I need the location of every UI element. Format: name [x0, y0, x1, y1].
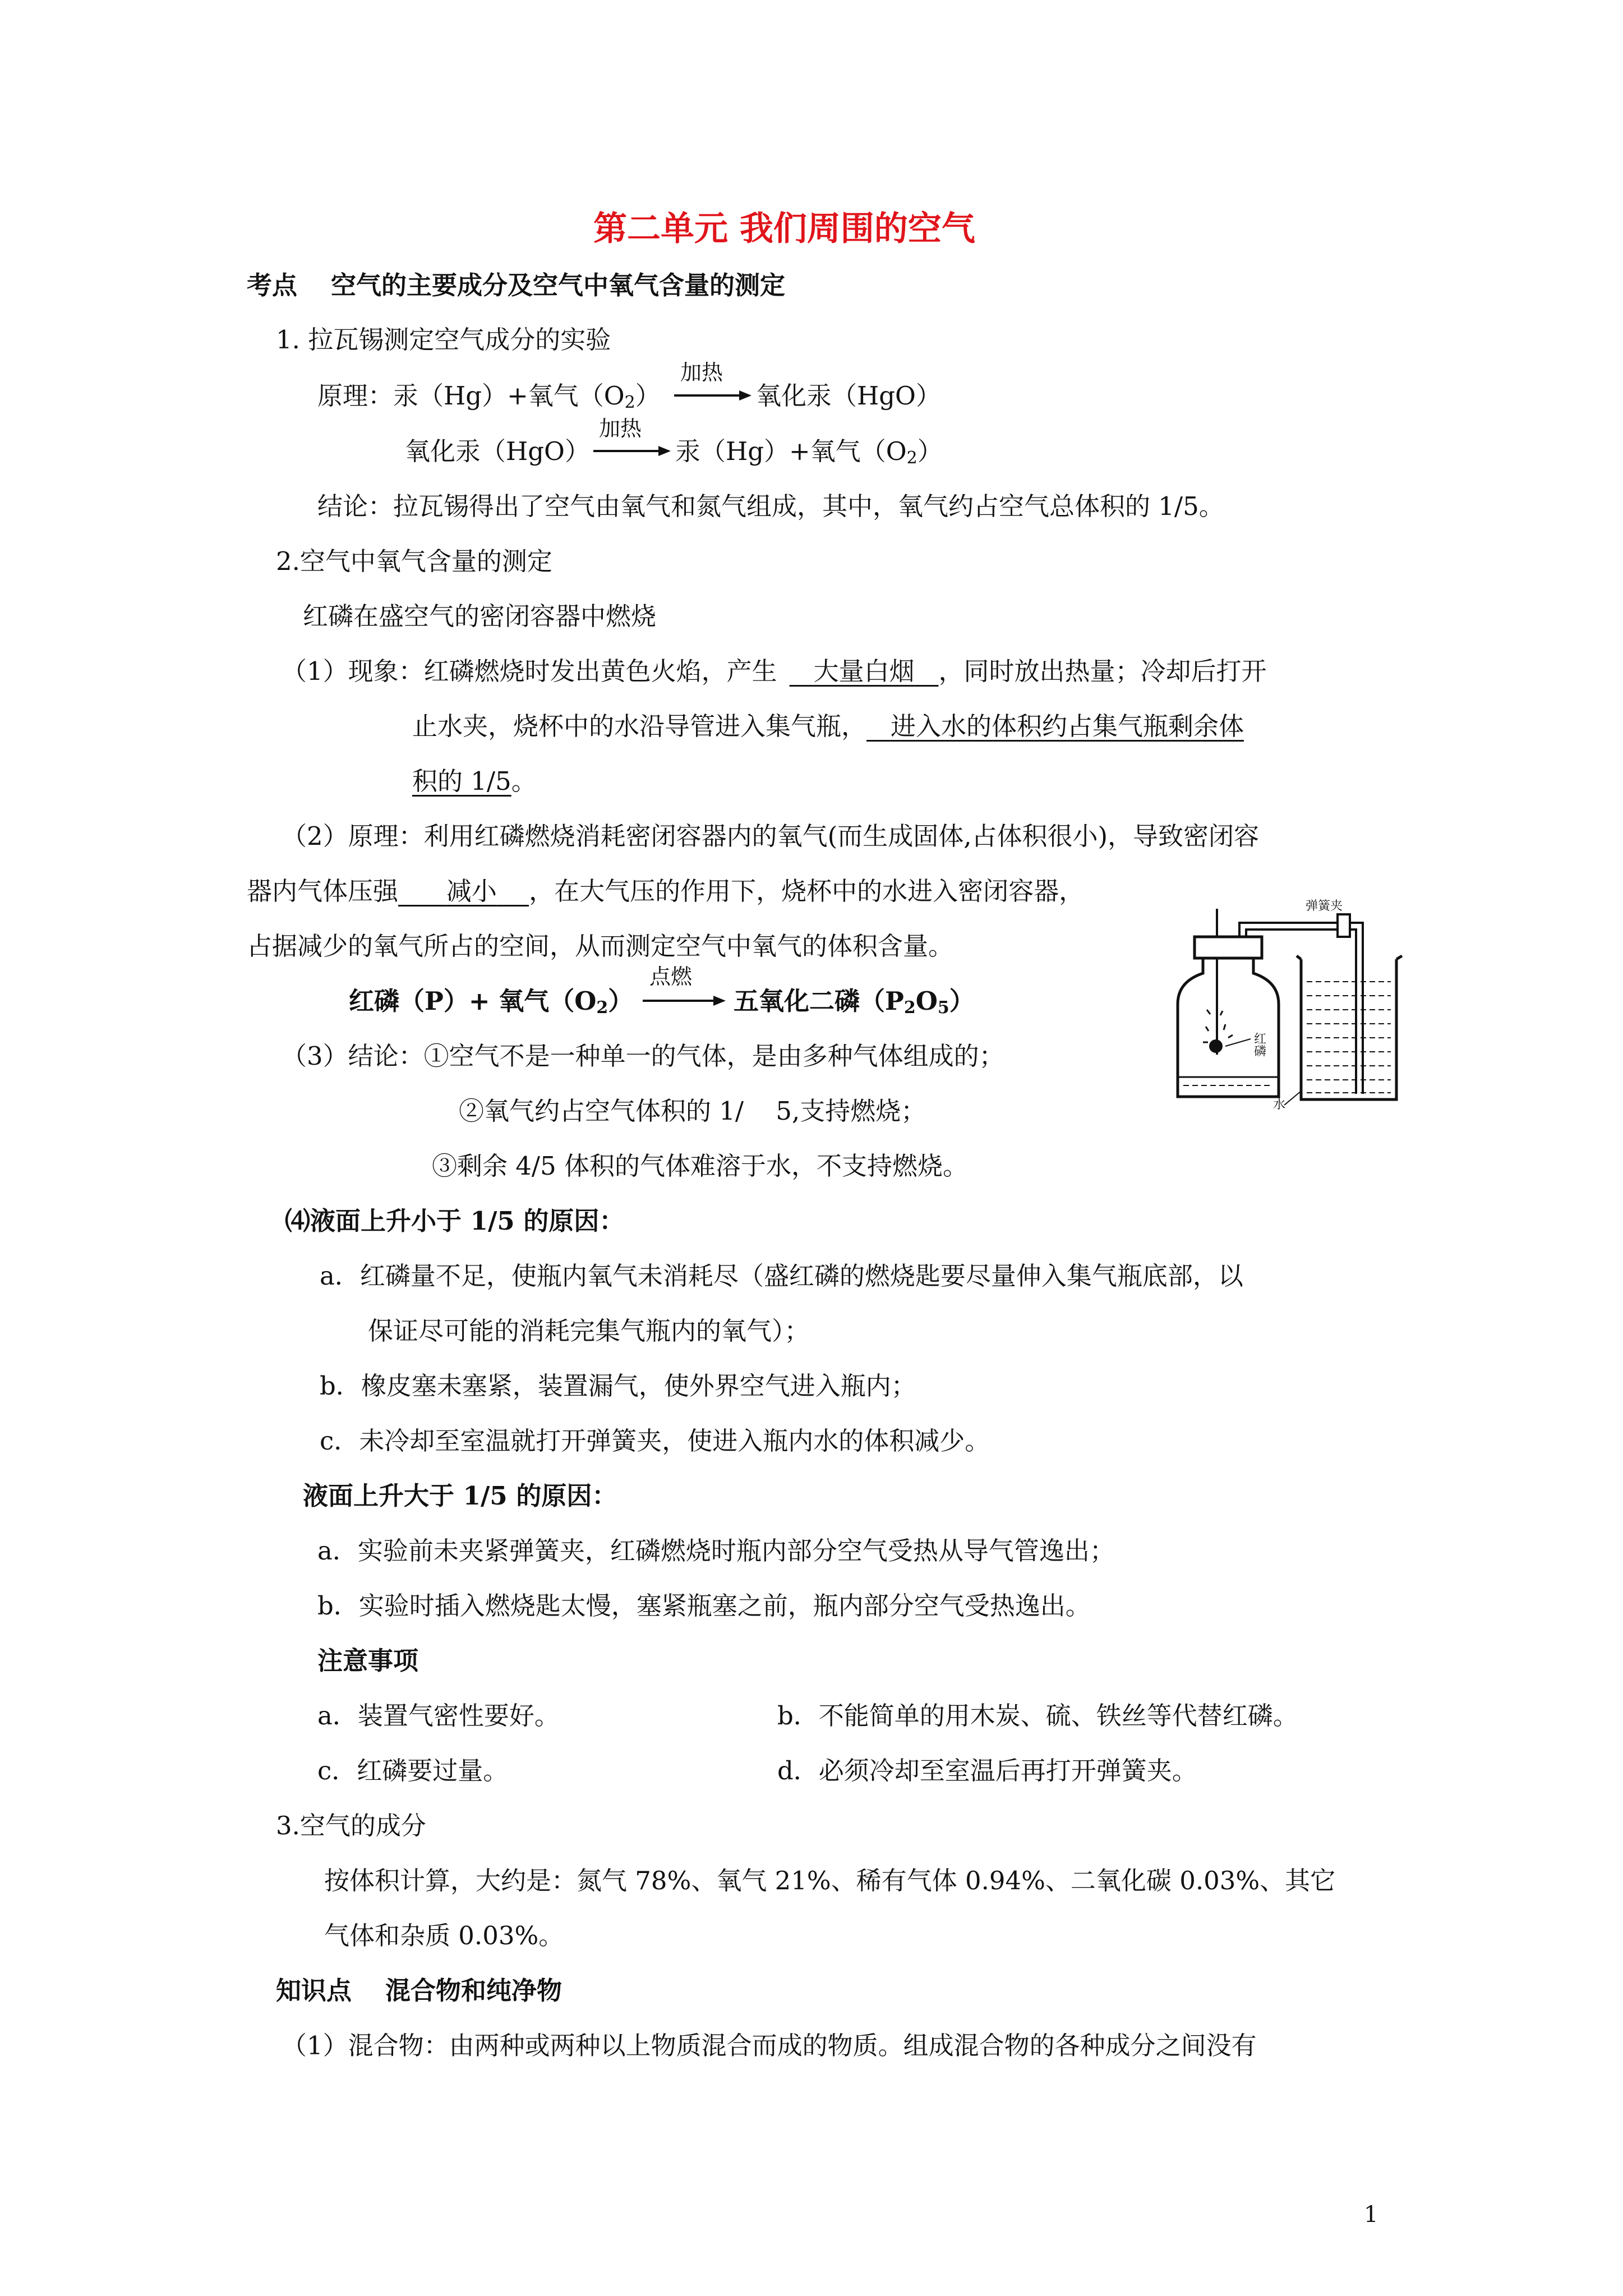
s2-principle-line3: 占据减少的氧气所占的空间，从而测定空气中氧气的体积含量。	[247, 931, 954, 961]
beaker	[1297, 956, 1402, 1099]
mixture-definition: （1）混合物：由两种或两种以上物质混合而成的物质。组成混合物的各种成分之间没有	[282, 2031, 1257, 2060]
s2-phenomenon-line2: 止水夹，烧杯中的水沿导管进入集气瓶， 进入水的体积约占集气瓶剩余体	[412, 711, 1244, 741]
s2-equation-condition: 点燃	[649, 964, 693, 989]
s1-eq1: 原理：汞（Hg）+氧气$(O_2)$	[317, 381, 661, 412]
s2-conclusion-3: ③剩余 4/5 体积的气体难溶于水，不支持燃烧。	[432, 1151, 969, 1181]
zhishi-text: 混合物和纯净物	[385, 1976, 562, 2005]
answer-blank: 大量白烟	[813, 656, 915, 686]
answer-blank: 进入水的体积约占集气瓶剩余体	[890, 711, 1244, 741]
s2-conclusion-1: （3）结论：①空气不是一种单一的气体，是由多种气体组成的；	[282, 1041, 1004, 1071]
water-label: 水	[1273, 1098, 1286, 1111]
s1-eq2-condition: 加热	[599, 416, 642, 441]
s2-low-reason-heading: ⑷液面上升小于 1/5 的原因：	[285, 1206, 625, 1236]
s2-heading: 2.空气中氧气含量的测定	[276, 546, 552, 576]
kaodian-label: 考点	[247, 270, 298, 300]
note-c: c．红磷要过量。	[317, 1756, 509, 1786]
s3-line2: 气体和杂质 0.03%。	[324, 1921, 564, 1950]
s2-phenomenon-line1: （1）现象：红磷燃烧时发出黄色火焰，产生 大量白烟 ，同时放出热量；冷却后打开	[282, 656, 1267, 686]
s1-conclusion: 结论：拉瓦锡得出了空气由氧气和氮气组成，其中，氧气约占空气总体积的 1/5。	[317, 491, 1224, 521]
s1-heading: 1. 拉瓦锡测定空气成分的实验	[276, 325, 611, 355]
s1-eq1-product: 氧化汞（HgO）	[756, 381, 941, 411]
burning-spoon	[1209, 1039, 1223, 1053]
s2-low-reason-a2: 保证尽可能的消耗完集气瓶内的氧气）；	[368, 1316, 810, 1346]
section-heading-kaodian	[247, 270, 786, 300]
note-d: d．必须冷却至室温后再打开弹簧夹。	[777, 1756, 1197, 1786]
s2-phenomenon-line3: 积的 1/5。	[412, 766, 537, 796]
note-b: b．不能简单的用木炭、硫、铁丝等代替红磷。	[777, 1701, 1298, 1731]
s3-heading: 3.空气的成分	[276, 1811, 426, 1841]
phosphorus-label: 红磷	[1252, 1032, 1266, 1057]
s2-low-reason-c: c．未冷却至室温就打开弹簧夹，使进入瓶内水的体积减少。	[320, 1426, 990, 1456]
stopper	[1195, 937, 1262, 958]
s2-conclusion-2: ②氧气约占空气体积的 1/ 5,支持燃烧；	[459, 1096, 926, 1126]
s2-principle-line1: （2）原理：利用红磷燃烧消耗密闭容器内的氧气(而生成固体,占体积很小)，导致密闭容	[282, 821, 1260, 851]
s2-intro: 红磷在盛空气的密闭容器中燃烧	[303, 601, 657, 631]
note-a: a．装置气密性要好。	[317, 1701, 560, 1731]
s1-eq2-reactant: 氧化汞（HgO）	[405, 436, 590, 466]
answer-blank: 积的 1/5	[412, 766, 511, 796]
s1-eq1-condition: 加热	[680, 360, 723, 385]
clip	[1338, 914, 1350, 937]
notes-heading: 注意事项	[317, 1646, 419, 1676]
clip-label: 弹簧夹	[1306, 899, 1343, 913]
s2-low-reason-a1: a．红磷量不足，使瓶内氧气未消耗尽（盛红磷的燃烧匙要尽量伸入集气瓶底部，以	[320, 1261, 1243, 1291]
zhishi-label: 知识点	[276, 1976, 352, 2005]
s2-high-reason-a: a．实验前未夹紧弹簧夹，红磷燃烧时瓶内部分空气受热从导气管逸出；	[317, 1536, 1115, 1566]
kaodian-text: 空气的主要成分及空气中氧气含量的测定	[331, 270, 786, 300]
apparatus-figure	[1172, 898, 1408, 1111]
reaction-arrow	[593, 443, 672, 459]
section-heading-zhishi	[276, 1978, 562, 2003]
answer-blank: 减小	[446, 876, 497, 906]
s1-eq2-product: 汞（Hg）+氧气$(O_2)$	[675, 436, 943, 468]
gas-bottle	[1178, 958, 1279, 1097]
reaction-arrow	[674, 387, 753, 404]
s2-high-reason-heading: 液面上升大于 1/5 的原因：	[303, 1481, 617, 1511]
s2-equation-product: 五氧化二磷$(P_2O_5)$	[734, 986, 975, 1018]
reaction-arrow	[643, 992, 727, 1009]
s2-high-reason-b: b．实验时插入燃烧匙太慢，塞紧瓶塞之前，瓶内部分空气受热逸出。	[317, 1591, 1091, 1621]
s3-line1: 按体积计算，大约是：氮气 78%、氧气 21%、稀有气体 0.94%、二氧化碳 0.03%、其它	[324, 1866, 1336, 1895]
s2-principle-line2: 器内气体压强 减小 ，在大气压的作用下，烧杯中的水进入密闭容器，	[247, 876, 1085, 906]
page-number: 1	[1364, 2202, 1378, 2228]
s2-equation-reactants: 红磷（P）+ 氧气$(O_2)$	[349, 986, 634, 1018]
page-title: 第二单元 我们周围的空气	[593, 209, 975, 249]
s2-low-reason-b: b．橡皮塞未塞紧，装置漏气，使外界空气进入瓶内；	[320, 1371, 916, 1401]
